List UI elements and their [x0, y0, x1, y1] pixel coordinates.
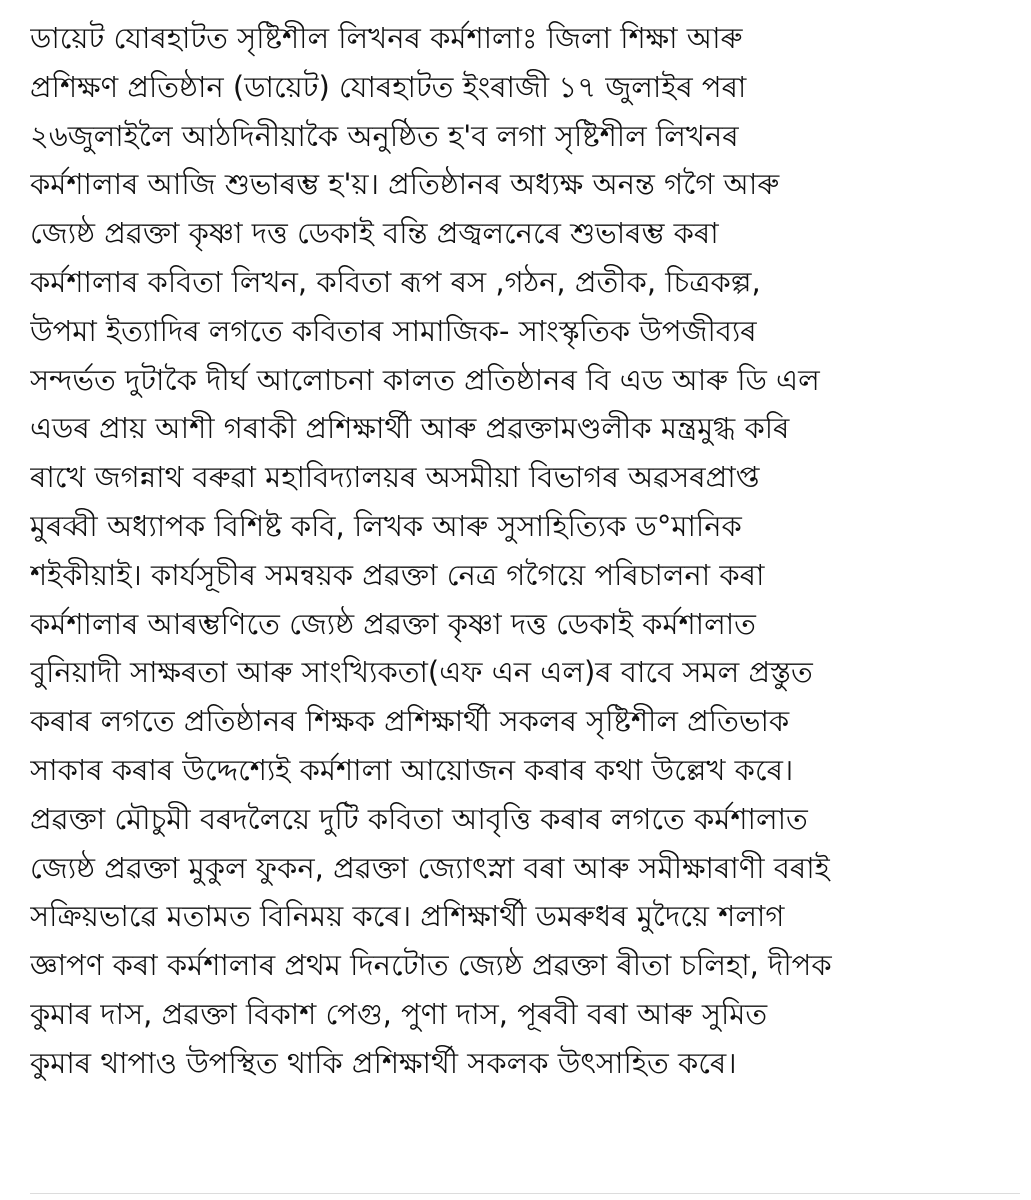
- article-line: জ্ঞাপণ কৰা কৰ্মশালাৰ প্ৰথম দিনটোত জ্যেষ্ঠ প্ৰৱক্তা ৰীতা চলিহা, দীপক: [30, 948, 832, 983]
- article-body: [30, 14, 1020, 1088]
- article-line: সন্দৰ্ভত দুটাকৈ দীৰ্ঘ আলোচনা কালত প্ৰতিষ্ঠানৰ বি এড আৰু ডি এল: [30, 362, 820, 397]
- article-line: কৰ্মশালাৰ কবিতা লিখন, কবিতা ৰূপ ৰস ,গঠন, প্ৰতীক, চিত্ৰকল্প,: [30, 264, 761, 299]
- article-line: ২৬জুলাইলৈ আঠদিনীয়াকৈ অনুষ্ঠিত হ'ব লগা সৃষ্টিশীল লিখনৰ: [30, 118, 739, 153]
- article-line: কৰাৰ লগতে প্ৰতিষ্ঠানৰ শিক্ষক প্ৰশিক্ষাৰ্থী সকলৰ সৃষ্টিশীল প্ৰতিভাক: [30, 704, 790, 739]
- article-line: সাকাৰ কৰাৰ উদ্দেশ্যেই কৰ্মশালা আয়োজন কৰাৰ কথা উল্লেখ কৰে।: [30, 752, 794, 787]
- article-line: প্ৰৱক্তা মৌচুমী বৰদলৈয়ে দুটি কবিতা আবৃত্তি কৰাৰ লগতে কৰ্মশালাত: [30, 801, 808, 836]
- article-line: ৰাখে জগন্নাথ বৰুৱা মহাবিদ্যালয়ৰ অসমীয়া বিভাগৰ অৱসৰপ্ৰাপ্ত: [30, 460, 760, 495]
- article-line: কৰ্মশালাৰ আজি শুভাৰম্ভ হ'য়। প্ৰতিষ্ঠানৰ অধ্যক্ষ অনন্ত গগৈ আৰু: [30, 167, 780, 202]
- article-line: জ্যেষ্ঠ প্ৰৱক্তা মুকুল ফুকন, প্ৰৱক্তা জ্যোৎস্না বৰা আৰু সমীক্ষাৰাণী বৰাই: [30, 850, 830, 885]
- article-line: ডায়েট যোৰহাটত সৃষ্টিশীল লিখনৰ কৰ্মশালাঃ জিলা শিক্ষা আৰু: [30, 21, 743, 55]
- article-line: সক্ৰিয়ভাৱে মতামত বিনিময় কৰে। প্ৰশিক্ষাৰ্থী ডমৰুধৰ মুদৈয়ে শলাগ: [30, 899, 785, 934]
- bottom-divider: [30, 1193, 1020, 1194]
- article-line: শইকীয়াই। কাৰ্যসূচীৰ সমন্বয়ক প্ৰৱক্তা নেত্ৰ গগৈয়ে পৰিচালনা কৰা: [30, 557, 765, 592]
- article-line: এডৰ প্ৰায় আশী গৰাকী প্ৰশিক্ষাৰ্থী আৰু প্ৰৱক্তামণ্ডলীক মন্ত্ৰমুগ্ধ কৰি: [30, 411, 790, 446]
- article-line: মুৰব্বী অধ্যাপক বিশিষ্ট কবি, লিখক আৰু সুসাহিত্যিক ড°মানিক: [30, 508, 742, 543]
- article-line: কুমাৰ থাপাও উপস্থিত থাকি প্ৰশিক্ষাৰ্থী সকলক উৎসাহিত কৰে।: [30, 1045, 737, 1080]
- article-line: প্ৰশিক্ষণ প্ৰতিষ্ঠান (ডায়েট) যোৰহাটত ইংৰাজী ১৭ জুলাইৰ পৰা: [30, 69, 747, 104]
- article-line: উপমা ইত্যাদিৰ লগতে কবিতাৰ সামাজিক- সাংস্কৃতিক উপজীব্যৰ: [30, 313, 757, 348]
- article-line: জ্যেষ্ঠ প্ৰৱক্তা কৃষ্ণা দত্ত ডেকাই বন্তি প্ৰজ্বলনেৰে শুভাৰম্ভ কৰা: [30, 216, 719, 251]
- article-line: বুনিয়াদী সাক্ষৰতা আৰু সাংখ্যিকতা(এফ এন এল)ৰ বাবে সমল প্ৰস্তুত: [30, 655, 813, 690]
- article-line: কুমাৰ দাস, প্ৰৱক্তা বিকাশ পেগু, পুণা দাস, পূৰবী বৰা আৰু সুমিত: [30, 996, 768, 1031]
- article-line: কৰ্মশালাৰ আৰম্ভণিতে জ্যেষ্ঠ প্ৰৱক্তা কৃষ্ণা দত্ত ডেকাই কৰ্মশালাত: [30, 606, 756, 641]
